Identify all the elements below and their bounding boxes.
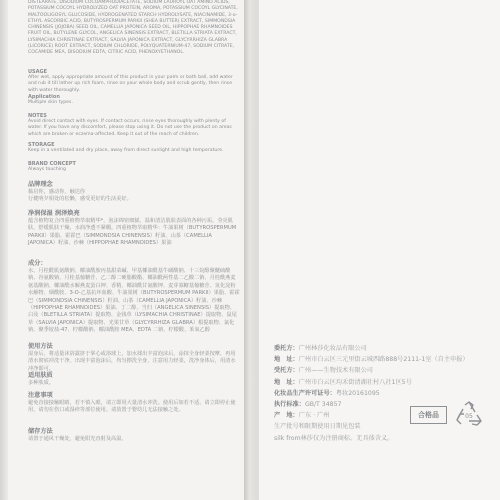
usage-cn-text: 湿身后，将适量沐浴露挤于掌心或浴球上，加水揉出丰富泡沫后，涂抹全身轻柔按摩，再用清水彻底冲洗干净。出现丰富泡沫后，均匀擦洗全身，注意用力轻柔，洗净身体后，用清水冲净即可。 [28, 351, 236, 372]
company-row: 委托方：广州林莎化妆品有限公司 [274, 345, 367, 352]
company-info [274, 343, 496, 444]
quality-cert-badge: 合格品 [410, 406, 447, 424]
desc-cn-text: 蕴含植物复合四重植物萃取精华*，泡沫绵密细腻，温和清洁肌肤表面的各种污垢，莹亮肌肤，舒缓肌肤干燥，水润净透不紧绷。四重植物萃取精华：牛油果树（BUTYROSPERMUM PARKII）果脂、霍霍巴（SIMMONDSIA CHINENSIS）籽油、山茶（CAMELLIA JAPONICA）籽油、沙棘（HIPPOPHAE RHAMNOIDES）果油 [28, 218, 237, 247]
ingredients-cn-title: 成分： [28, 260, 47, 267]
notes-cn-text: 避免直接接触眼睛，若不慎入眼，请立即用大量清水冲洗。使用后如若不适，请立即停止使用，请勿在伤口或湿疹等部位使用。请放置于婴幼儿无法接触之处。 [28, 400, 236, 414]
skin-cn-title: 适用肤质 [28, 372, 53, 379]
storage-cn-text: 请置于通风干燥处，避免阳光直射及高温。 [28, 436, 127, 442]
skin-cn-text: 多种肤质。 [28, 380, 54, 386]
concept-en-text: Always touching [28, 167, 66, 172]
company-row: 生产批号和限期使用日期见包装 [274, 423, 361, 431]
notes-en-text: Avoid direct contact with eyes. If contact occurs, rinse eyes thoroughly with plenty of water. If you have any discomfort, please stop using it. Do not use the product on areas which are broken or eczema-affected. Keep it out of the reach of children. [28, 119, 232, 137]
recycle-icon [455, 401, 483, 427]
svg-text:05: 05 [465, 413, 473, 420]
application-en-title: Application [28, 94, 60, 100]
application-en-text: Multiple skin types. [28, 100, 73, 105]
notes-cn [28, 392, 240, 415]
ingredients-cn [28, 260, 240, 335]
concept-cn-line1: 黏启你，感动你，触达你 [28, 189, 86, 195]
concept-cn-line2: 行健明夕相处的松懒，感受更好的生活美好。 [28, 196, 132, 203]
skin-cn [28, 372, 240, 387]
company-row: 地 址：广州市白云区三元里街云城西路888号2111-1室（自主申报） [274, 356, 469, 364]
usage-cn-title: 使用方法 [28, 343, 53, 350]
panel-edge [258, 0, 259, 500]
company-row: silk from林莎仅为注册商标。无具体含义。 [274, 434, 394, 442]
ingredients-en [28, 0, 240, 57]
storage-en-title: STORAGE [28, 142, 55, 148]
concept-en [28, 161, 240, 173]
usage-en-title: USAGE [28, 69, 48, 75]
usage-cn [28, 343, 240, 373]
storage-en-text: Keep in a ventilated and dry place, away from direct sunlight and high temperature. [28, 148, 224, 153]
notes-en [28, 113, 240, 138]
storage-en [28, 142, 240, 154]
package-panel-left [8, 0, 244, 500]
package-panel-right [258, 0, 500, 500]
notes-en-title: NOTES [28, 113, 47, 119]
usage-en [28, 69, 240, 94]
notes-cn-title: 注意事项 [28, 392, 53, 399]
company-row: 执行标准：GB/T 34857 [274, 400, 342, 408]
box-edge-shadow [0, 0, 8, 500]
concept-cn-title: 品牌理念 [28, 181, 53, 188]
box-fold-gap [244, 0, 258, 500]
company-row: 化妆品生产许可证号：粤妆20161095 [274, 389, 380, 397]
application-en [28, 94, 240, 106]
usage-en-text: After wet, apply appropriate amount of this product in your palm or bath ball, add water and rub it till lather up rich foam, rinse on your whole body and scrub gently, then rinse with water thoroughly. [28, 75, 233, 93]
desc-cn [28, 210, 240, 248]
company-row: 地 址：广州市白云区均禾街清湖社村八社1区5号 [274, 378, 412, 386]
ingredients-en-text: DISTEARATE, DISODIUM COCOAMPHODIACETATE, SODIUM LAUROYL OAT AMINO ACIDS, POTASSIUM COCOYL HYDROLYZED OAT PROTEIN, AROMA, POTASSIUM COCOYL GLYCINATE, MALTOOLIGOSYL GLUCOSIDE, HYDROGENATED STARCH HYDROLYSATE, NIACINAMIDE, 3-o-ETHYL ASCORBIC ACID, BUTYROSPERMUM PARKII (SHEA BUTTER) EXTRACT, SIMMONDSIA CHINENSIS (JOJOBA) SEED OIL, CAMELLIA JAPONICA SEED OIL, HIPPOPHAE RHAMNOIDES FRUIT OIL, BUTYLENE GLYCOL, ANGELICA SINENSIS EXTRACT, BLETILLA STRIATA EXTRACT, LYSIMACHIA CHRISTINAE EXTRACT, SALVIA JAPONICA EXTRACT, GLYCYRRHIZA GLABRA (LICORICE) ROOT EXTRACT, SODIUM CHLORIDE, POLYQUATERNIUM-47, SODIUM CITRATE, COCAMIDE MEA, DISODIUM EDTA, CITRIC ACID, PHENOXYETHANOL. [28, 0, 238, 56]
company-row: 产 地：广东 · 广州 [274, 412, 330, 420]
company-row: 受托方：广州——生物技术有限公司 [274, 367, 373, 375]
storage-cn [28, 428, 240, 443]
concept-cn [28, 181, 240, 204]
desc-cn-title: 净润保湿 润泽焕亮 [28, 210, 80, 217]
concept-en-title: BRAND CONCEPT [28, 161, 76, 167]
storage-cn-title: 储存方法 [28, 428, 53, 435]
ingredients-cn-text: 水、月桂酰肌氨酸钠、椰油酰胺丙基甜菜碱、甲基椰油酰基牛磺酸钠、十三烷醇聚醚硫酸钠、谷氨酸钠、月桂基葡糖苷、乙二醇二硬脂酸酯、椰油酰两性基二乙酸二钠、月桂酰燕麦氨基酸钠、椰油酰水解燕麦蛋白钾、香精、椰油酰甘氨酸钾、麦芽寡糖基葡糖苷、氢化淀粉水解物、烟酰胺、3-O-乙基抗坏血酸、牛油果树（BUTYROSPERMUM PARKII）果脂、霍霍巴（SIMMONDSIA CHINENSIS）籽油、山茶（CAMELLIA JAPONICA）籽油、沙棘（HIPPOPHAE RHAMNOIDES）果油、丁二醇、当归（ANGELICA SINENSIS）提取物、白及（BLETILLA STRIATA）提取物、金钱草（LYSIMACHIA CHRISTINAE）提取物、鼠尾草（SALVIA JAPONICA）提取物、光果甘草（GLYCYRRHIZA GLABRA）根提取物、氯化钠、聚季铵盐-47、柠檬酸钠、椰油酰胺 MEA、EDTA 二钠、柠檬酸、苯氧乙醇 [28, 268, 240, 334]
